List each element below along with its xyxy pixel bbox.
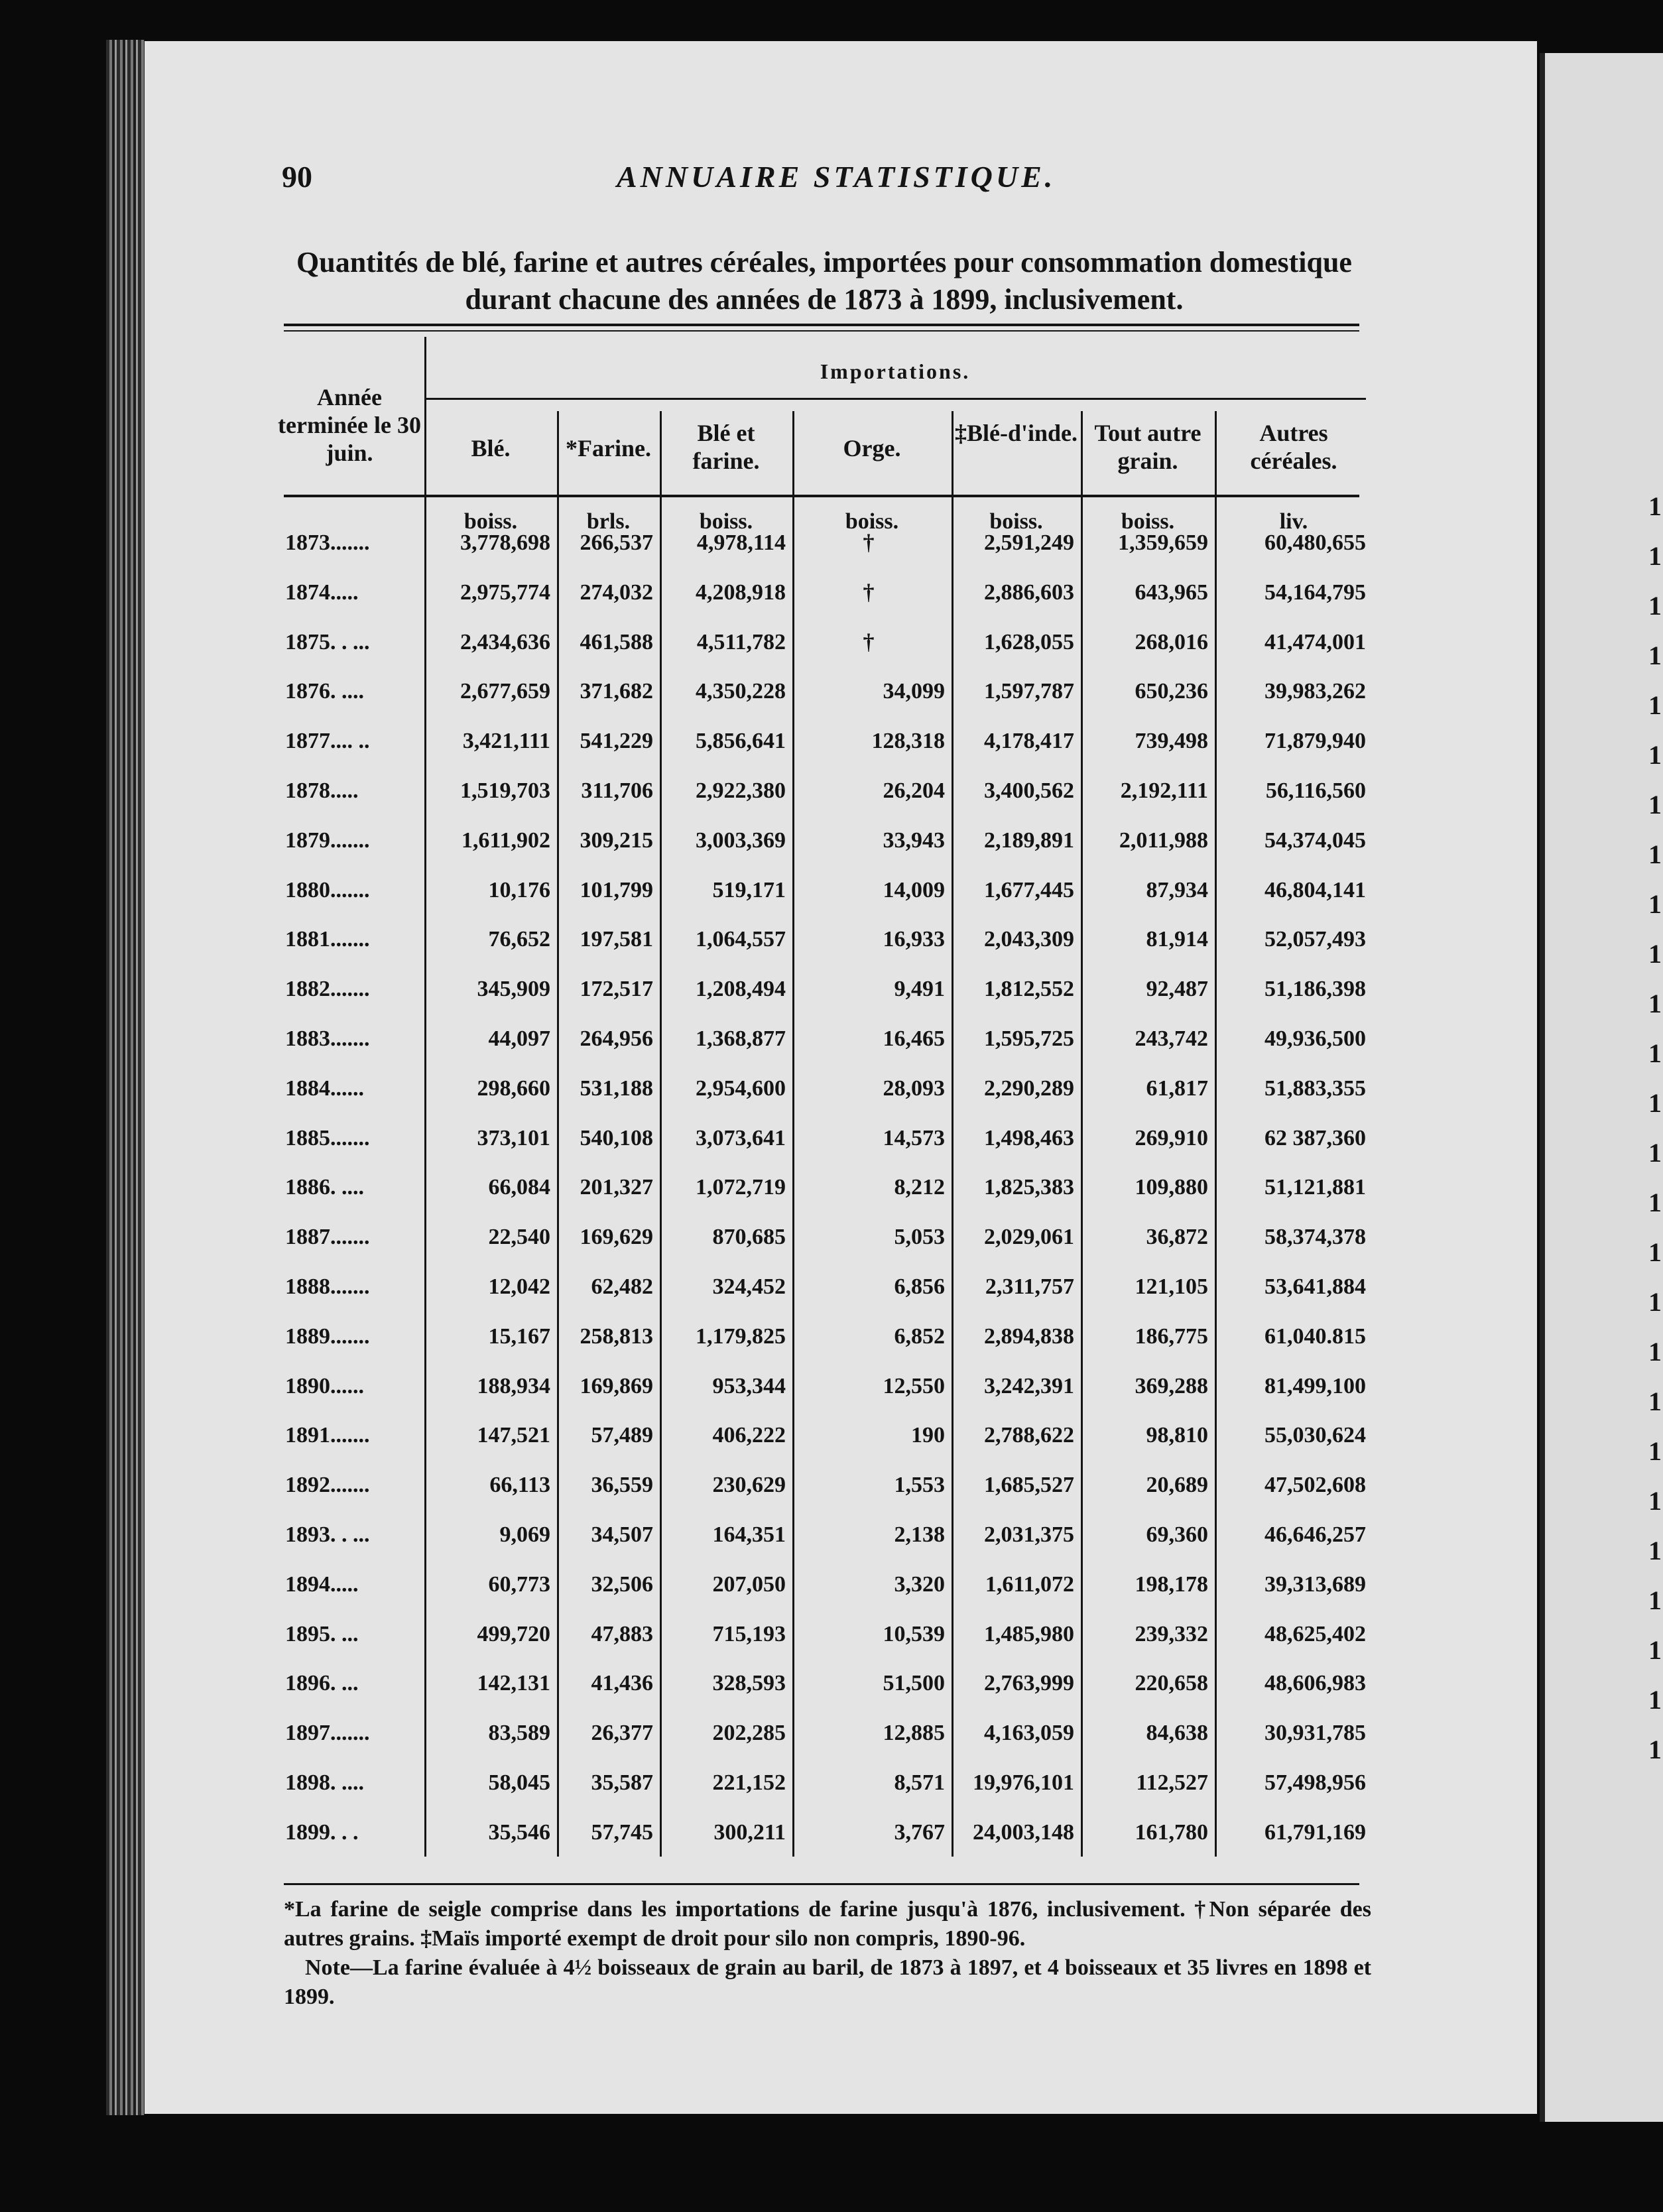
- year-cell: 1873.......: [285, 530, 370, 555]
- value-cell: †: [863, 530, 875, 555]
- value-cell: 87,934: [1146, 877, 1208, 902]
- value-cell: 51,186,398: [1264, 977, 1366, 1002]
- value-cell: 49,936,500: [1264, 1026, 1366, 1051]
- value-cell: 5,856,641: [696, 729, 786, 754]
- value-cell: 1,553: [894, 1473, 945, 1498]
- value-cell: 128,318: [871, 729, 945, 754]
- value-cell: 220,658: [1135, 1671, 1208, 1696]
- value-cell: 57,489: [591, 1423, 653, 1448]
- value-cell: 28,093: [883, 1075, 945, 1101]
- year-cell: 1895. ...: [285, 1621, 359, 1646]
- value-cell: 169,629: [580, 1225, 653, 1250]
- value-cell: 60,480,655: [1264, 530, 1366, 555]
- column-header: Autres céréales.: [1250, 420, 1337, 474]
- value-cell: 26,377: [591, 1721, 653, 1746]
- value-cell: 14,573: [883, 1125, 945, 1150]
- edge-glyph: 1: [1648, 1685, 1662, 1715]
- value-cell: 36,872: [1146, 1225, 1208, 1250]
- value-cell: 207,050: [712, 1571, 786, 1597]
- value-cell: 870,685: [712, 1225, 786, 1250]
- value-cell: 650,236: [1135, 679, 1208, 704]
- value-cell: †: [863, 629, 875, 654]
- value-cell: 46,646,257: [1264, 1522, 1366, 1547]
- value-cell: 1,597,787: [984, 679, 1074, 704]
- value-cell: 2,029,061: [984, 1225, 1074, 1250]
- value-cell: 92,487: [1146, 977, 1208, 1002]
- edge-glyph: 1: [1648, 1188, 1662, 1217]
- year-cell: 1888.......: [285, 1274, 370, 1299]
- footnote-note: Note—La farine évaluée à 4½ boisseaux de grain au baril, de 1873 à 1897, et 4 boisseaux et 35 livres en 1898 et 1899.: [284, 1955, 1371, 2009]
- year-cell: 1893. . ...: [285, 1522, 370, 1547]
- value-cell: 6,852: [894, 1323, 945, 1349]
- value-cell: 3,242,391: [984, 1373, 1074, 1398]
- edge-glyph: 1: [1648, 641, 1662, 670]
- value-cell: 953,344: [712, 1373, 786, 1398]
- value-cell: 66,113: [489, 1473, 550, 1498]
- value-cell: 2,138: [894, 1522, 945, 1547]
- value-cell: 406,222: [712, 1423, 786, 1448]
- value-cell: 26,204: [883, 778, 945, 803]
- value-cell: 41,436: [591, 1671, 653, 1696]
- value-cell: 109,880: [1135, 1175, 1208, 1200]
- value-cell: 2,886,603: [984, 580, 1074, 605]
- value-cell: 643,965: [1135, 580, 1208, 605]
- value-cell: 369,288: [1135, 1373, 1208, 1398]
- year-cell: 1875. . ...: [285, 629, 370, 654]
- value-cell: 221,152: [712, 1770, 786, 1795]
- value-cell: 6,856: [894, 1274, 945, 1299]
- value-cell: 32,506: [591, 1571, 653, 1597]
- value-cell: 57,498,956: [1264, 1770, 1366, 1795]
- value-cell: 202,285: [712, 1721, 786, 1746]
- value-cell: 2,894,838: [984, 1323, 1074, 1349]
- value-cell: 3,073,641: [696, 1125, 786, 1150]
- value-cell: 4,163,059: [984, 1721, 1074, 1746]
- value-cell: 51,883,355: [1264, 1075, 1366, 1101]
- group-rule: [424, 398, 1366, 400]
- edge-glyph: 1: [1648, 1138, 1662, 1168]
- value-cell: 10,539: [883, 1621, 945, 1646]
- value-cell: 60,773: [488, 1571, 550, 1597]
- value-cell: 15,167: [488, 1323, 550, 1349]
- value-cell: 2,031,375: [984, 1522, 1074, 1547]
- value-cell: 1,485,980: [984, 1621, 1074, 1646]
- edge-glyph: 1: [1648, 690, 1662, 720]
- value-cell: 30,931,785: [1264, 1721, 1366, 1746]
- value-cell: 519,171: [712, 877, 786, 902]
- value-cell: 1,072,719: [696, 1175, 786, 1200]
- edge-glyph: 1: [1648, 1237, 1662, 1267]
- value-cell: 1,498,463: [984, 1125, 1074, 1150]
- value-cell: 164,351: [712, 1522, 786, 1547]
- value-cell: 243,742: [1135, 1026, 1208, 1051]
- year-cell: 1896. ...: [285, 1671, 359, 1696]
- value-cell: 4,978,114: [696, 530, 786, 555]
- value-cell: 371,682: [580, 679, 653, 704]
- value-cell: 2,434,636: [460, 629, 550, 654]
- value-cell: 3,400,562: [984, 778, 1074, 803]
- page-number: 90: [282, 160, 312, 194]
- value-cell: 324,452: [712, 1274, 786, 1299]
- value-cell: 258,813: [580, 1323, 653, 1349]
- header-rule: [284, 495, 1359, 497]
- value-cell: 16,933: [883, 927, 945, 952]
- value-cell: 161,780: [1135, 1819, 1208, 1845]
- value-cell: 35,546: [488, 1819, 550, 1845]
- value-cell: 2,192,111: [1120, 778, 1208, 803]
- value-cell: 198,178: [1135, 1571, 1208, 1597]
- year-cell: 1898. ....: [285, 1770, 364, 1795]
- value-cell: 48,625,402: [1264, 1621, 1366, 1646]
- value-cell: 2,922,380: [696, 778, 786, 803]
- footnote-text: *La farine de seigle comprise dans les importations de farine jusqu'à 1876, inclusivement. †Non séparée des autres grains. ‡Maïs importé exempt de droit pour silo non compris, 1890-96.: [284, 1897, 1371, 1951]
- value-cell: 1,208,494: [696, 977, 786, 1002]
- value-cell: 499,720: [477, 1621, 550, 1646]
- value-cell: 461,588: [580, 629, 653, 654]
- value-cell: 541,229: [580, 729, 653, 754]
- value-cell: 142,131: [477, 1671, 550, 1696]
- value-cell: †: [863, 580, 875, 605]
- value-cell: 345,909: [477, 977, 550, 1002]
- year-cell: 1877.... ..: [285, 729, 370, 754]
- value-cell: 83,589: [488, 1721, 550, 1746]
- value-cell: 44,097: [488, 1026, 550, 1051]
- value-cell: 2,954,600: [696, 1075, 786, 1101]
- value-cell: 311,706: [581, 778, 653, 803]
- unit-label: liv.: [1279, 509, 1308, 534]
- value-cell: 81,499,100: [1264, 1373, 1366, 1398]
- edge-glyph: 1: [1648, 1635, 1662, 1665]
- value-cell: 9,069: [499, 1522, 550, 1547]
- value-cell: 2,591,249: [984, 530, 1074, 555]
- value-cell: 61,791,169: [1264, 1819, 1366, 1845]
- value-cell: 328,593: [712, 1671, 786, 1696]
- value-cell: 190: [911, 1423, 945, 1448]
- edge-glyph: 1: [1648, 1088, 1662, 1118]
- value-cell: 188,934: [477, 1373, 550, 1398]
- year-cell: 1882.......: [285, 977, 370, 1002]
- value-cell: 1,611,902: [461, 828, 550, 853]
- edge-glyph: 1: [1648, 839, 1662, 869]
- edge-glyph: 1: [1648, 740, 1662, 770]
- year-cell: 1885.......: [285, 1125, 370, 1150]
- value-cell: 53,641,884: [1264, 1274, 1366, 1299]
- year-cell: 1890......: [285, 1373, 364, 1398]
- value-cell: 4,511,782: [696, 629, 786, 654]
- value-cell: 266,537: [580, 530, 653, 555]
- value-cell: 201,327: [580, 1175, 653, 1200]
- value-cell: 58,374,378: [1264, 1225, 1366, 1250]
- year-cell: 1878.....: [285, 778, 359, 803]
- value-cell: 16,465: [883, 1026, 945, 1051]
- value-cell: 2,975,774: [460, 580, 550, 605]
- year-cell: 1876. ....: [285, 679, 364, 704]
- value-cell: 12,042: [488, 1274, 550, 1299]
- value-cell: 54,164,795: [1264, 580, 1366, 605]
- edge-glyph: 1: [1648, 1038, 1662, 1068]
- value-cell: 58,045: [488, 1770, 550, 1795]
- value-cell: 1,825,383: [984, 1175, 1074, 1200]
- edge-glyph: 1: [1648, 1486, 1662, 1516]
- value-cell: 35,587: [591, 1770, 653, 1795]
- edge-glyph: 1: [1648, 1386, 1662, 1416]
- value-cell: 239,332: [1135, 1621, 1208, 1646]
- value-cell: 47,883: [591, 1621, 653, 1646]
- value-cell: 76,652: [488, 927, 550, 952]
- value-cell: 274,032: [580, 580, 653, 605]
- edge-glyph: 1: [1648, 591, 1662, 621]
- edge-glyph: 1: [1648, 790, 1662, 820]
- value-cell: 62,482: [591, 1274, 653, 1299]
- year-column-header: Année terminée le 30 juin.: [278, 384, 421, 466]
- value-cell: 62 387,360: [1264, 1125, 1366, 1150]
- edge-glyph: 1: [1648, 1735, 1662, 1764]
- column-header: Blé et farine.: [692, 420, 760, 474]
- value-cell: 269,910: [1135, 1125, 1208, 1150]
- value-cell: 33,943: [883, 828, 945, 853]
- value-cell: 147,521: [477, 1423, 550, 1448]
- value-cell: 1,677,445: [984, 877, 1074, 902]
- value-cell: 1,359,659: [1118, 530, 1208, 555]
- edge-glyph: 1: [1648, 1436, 1662, 1466]
- edge-glyph: 1: [1648, 889, 1662, 919]
- value-cell: 46,804,141: [1264, 877, 1366, 902]
- value-cell: 1,685,527: [984, 1473, 1074, 1498]
- value-cell: 298,660: [477, 1075, 550, 1101]
- value-cell: 10,176: [488, 877, 550, 902]
- unit-label: boiss.: [845, 509, 899, 534]
- value-cell: 19,976,101: [973, 1770, 1074, 1795]
- value-cell: 540,108: [580, 1125, 653, 1150]
- column-header: Orge.: [843, 435, 901, 461]
- value-cell: 2,011,988: [1119, 828, 1208, 853]
- value-cell: 8,212: [894, 1175, 945, 1200]
- unit-label: boiss.: [463, 509, 518, 534]
- value-cell: 101,799: [580, 877, 653, 902]
- value-cell: 2,763,999: [984, 1671, 1074, 1696]
- value-cell: 69,360: [1146, 1522, 1208, 1547]
- unit-label: boiss.: [1121, 509, 1175, 534]
- table-title: Quantités de blé, farine et autres céréales, importées pour consommation domestique durant chacune des années de 1873 à 1899, inclusivement.: [296, 246, 1352, 316]
- value-cell: 373,101: [477, 1125, 550, 1150]
- value-cell: 2,189,891: [984, 828, 1074, 853]
- edge-glyph: 1: [1648, 939, 1662, 969]
- column-header: *Farine.: [566, 435, 651, 461]
- value-cell: 230,629: [712, 1473, 786, 1498]
- top-rule-thin: [284, 330, 1359, 332]
- top-rule: [284, 324, 1359, 326]
- edge-glyph: 1: [1648, 1585, 1662, 1615]
- value-cell: 186,775: [1135, 1323, 1208, 1349]
- value-cell: 52,057,493: [1264, 927, 1366, 952]
- year-cell: 1874.....: [285, 580, 359, 605]
- footnotes: [284, 1895, 1371, 2012]
- value-cell: 3,778,698: [460, 530, 550, 555]
- value-cell: 2,290,289: [984, 1075, 1074, 1101]
- value-cell: 41,474,001: [1264, 629, 1366, 654]
- column-header: Tout autre grain.: [1094, 420, 1201, 474]
- value-cell: 98,810: [1146, 1423, 1208, 1448]
- value-cell: 8,571: [894, 1770, 945, 1795]
- year-cell: 1899. . .: [285, 1819, 359, 1845]
- value-cell: 39,313,689: [1264, 1571, 1366, 1597]
- edge-glyph: 1: [1648, 1536, 1662, 1566]
- value-cell: 2,311,757: [985, 1274, 1074, 1299]
- column-header: Blé.: [471, 435, 511, 461]
- value-cell: 1,595,725: [984, 1026, 1074, 1051]
- value-cell: 531,188: [580, 1075, 653, 1101]
- year-cell: 1879.......: [285, 828, 370, 853]
- unit-label: boiss.: [989, 509, 1043, 534]
- edge-glyph: 1: [1648, 1337, 1662, 1367]
- unit-label: brls.: [586, 509, 631, 534]
- edge-glyph: 1: [1648, 1287, 1662, 1317]
- value-cell: 1,611,072: [985, 1571, 1074, 1597]
- value-cell: 48,606,983: [1264, 1671, 1366, 1696]
- value-cell: 57,745: [591, 1819, 653, 1845]
- year-cell: 1884......: [285, 1075, 364, 1101]
- value-cell: 1,812,552: [984, 977, 1074, 1002]
- value-cell: 36,559: [591, 1473, 653, 1498]
- value-cell: 34,099: [883, 679, 945, 704]
- value-cell: 172,517: [580, 977, 653, 1002]
- value-cell: 9,491: [894, 977, 945, 1002]
- value-cell: 2,677,659: [460, 679, 550, 704]
- value-cell: 1,179,825: [696, 1323, 786, 1349]
- bottom-rule: [284, 1883, 1359, 1885]
- value-cell: 34,507: [591, 1522, 653, 1547]
- value-cell: 5,053: [894, 1225, 945, 1250]
- year-cell: 1880.......: [285, 877, 370, 902]
- value-cell: 51,500: [883, 1671, 945, 1696]
- year-cell: 1894.....: [285, 1571, 359, 1597]
- value-cell: 20,689: [1146, 1473, 1208, 1498]
- adjacent-page: [1540, 53, 1663, 2122]
- value-cell: 12,550: [883, 1373, 945, 1398]
- value-cell: 61,040.815: [1264, 1323, 1366, 1349]
- value-cell: 22,540: [488, 1225, 550, 1250]
- value-cell: 264,956: [580, 1026, 653, 1051]
- value-cell: 4,208,918: [696, 580, 786, 605]
- value-cell: 2,788,622: [984, 1423, 1074, 1448]
- year-cell: 1886. ....: [285, 1175, 364, 1200]
- year-cell: 1887.......: [285, 1225, 370, 1250]
- value-cell: 56,116,560: [1265, 778, 1366, 803]
- value-cell: 4,178,417: [984, 729, 1074, 754]
- value-cell: 12,885: [883, 1721, 945, 1746]
- value-cell: 1,064,557: [696, 927, 786, 952]
- column-header: ‡Blé-d'inde.: [954, 420, 1078, 446]
- value-cell: 121,105: [1135, 1274, 1208, 1299]
- book-spine: [106, 40, 145, 2115]
- value-cell: 24,003,148: [973, 1819, 1074, 1845]
- value-cell: 55,030,624: [1264, 1423, 1366, 1448]
- value-cell: 47,502,608: [1264, 1473, 1366, 1498]
- value-cell: 197,581: [580, 927, 653, 952]
- value-cell: 3,320: [894, 1571, 945, 1597]
- value-cell: 112,527: [1136, 1770, 1208, 1795]
- edge-glyph: 1: [1648, 491, 1662, 521]
- value-cell: 3,767: [894, 1819, 945, 1845]
- value-cell: 739,498: [1135, 729, 1208, 754]
- value-cell: 309,215: [580, 828, 653, 853]
- value-cell: 3,421,111: [462, 729, 550, 754]
- value-cell: 51,121,881: [1264, 1175, 1366, 1200]
- year-cell: 1891.......: [285, 1423, 370, 1448]
- value-cell: 2,043,309: [984, 927, 1074, 952]
- value-cell: 3,003,369: [696, 828, 786, 853]
- year-cell: 1881.......: [285, 927, 370, 952]
- running-title: ANNUAIRE STATISTIQUE.: [617, 160, 1056, 194]
- year-cell: 1889.......: [285, 1323, 370, 1349]
- value-cell: 268,016: [1135, 629, 1208, 654]
- year-cell: 1897.......: [285, 1721, 370, 1746]
- value-cell: 66,084: [488, 1175, 550, 1200]
- value-cell: 14,009: [883, 877, 945, 902]
- value-cell: 61,817: [1146, 1075, 1208, 1101]
- value-cell: 1,368,877: [696, 1026, 786, 1051]
- value-cell: 71,879,940: [1264, 729, 1366, 754]
- year-cell: 1892.......: [285, 1473, 370, 1498]
- edge-glyph: 1: [1648, 989, 1662, 1018]
- value-cell: 4,350,228: [696, 679, 786, 704]
- value-cell: 1,628,055: [984, 629, 1074, 654]
- value-cell: 39,983,262: [1264, 679, 1366, 704]
- unit-label: boiss.: [699, 509, 753, 534]
- year-cell: 1883.......: [285, 1026, 370, 1051]
- importations-header: Importations.: [820, 359, 971, 383]
- adjacent-page-edge-text: [1648, 491, 1663, 1989]
- value-cell: 169,869: [580, 1373, 653, 1398]
- value-cell: 81,914: [1146, 927, 1208, 952]
- value-cell: 84,638: [1146, 1721, 1208, 1746]
- value-cell: 300,211: [713, 1819, 786, 1845]
- edge-glyph: 1: [1648, 541, 1662, 571]
- value-cell: 54,374,045: [1264, 828, 1366, 853]
- value-cell: 715,193: [712, 1621, 786, 1646]
- value-cell: 1,519,703: [460, 778, 550, 803]
